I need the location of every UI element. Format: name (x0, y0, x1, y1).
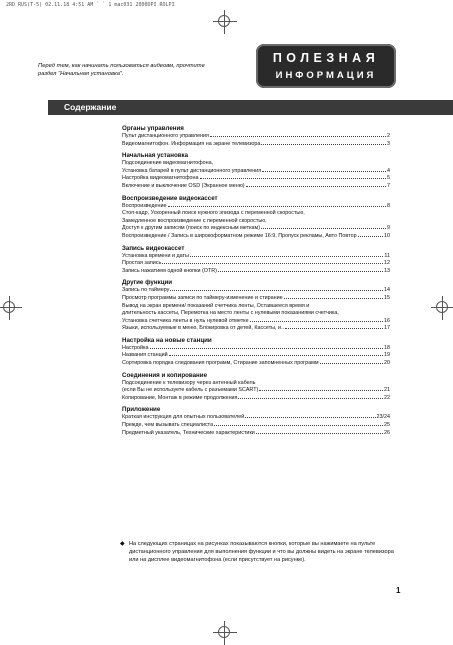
toc-entry (122, 422, 390, 430)
toc-entry-text: Воспроизведение (122, 202, 167, 209)
toc-entry-text: Краткая инструкция для опытных пользователей (122, 414, 245, 421)
toc-entry-text: Пульт дистанционного управления (122, 133, 209, 139)
toc-entry-text: Предметный указатель, Технические характеристики (122, 429, 255, 436)
contents-heading: Содержание (64, 102, 117, 112)
toc-section (122, 405, 390, 437)
toc-entry-page: 14 (384, 287, 390, 294)
toc-entry (122, 380, 390, 388)
registration-mark-top (213, 10, 237, 34)
toc-entry-page: 20 (384, 360, 390, 367)
toc-entry-page: 2 (387, 133, 390, 139)
toc-entry (122, 160, 390, 168)
toc-dot-leader (190, 256, 383, 257)
toc-dot-leader (358, 236, 383, 237)
toc-entry-text: Подсоединение к телевизору через антенный кабель (122, 379, 256, 386)
toc-entry-page: 13 (384, 267, 390, 274)
toc-entry (122, 218, 390, 226)
print-header-strip: 2RD RUS(T-5) 02.11.18 4:51 AM ` ` 1 mac031 2000DPI ROLPI (6, 2, 175, 8)
toc-entry-page: 7 (387, 182, 390, 189)
toc-section (122, 244, 390, 276)
toc-entry (122, 387, 390, 395)
toc-entry (122, 183, 390, 191)
table-of-contents (122, 124, 390, 440)
toc-entry-text: Воспроизведение / Запись в широкоформатном режиме 16:9, Пропуск рекламы, Авто Повтор (122, 232, 357, 239)
toc-entry (122, 352, 390, 360)
toc-dot-leader (200, 178, 386, 179)
toc-section-title: Другие функции (122, 279, 173, 287)
toc-section (122, 194, 390, 241)
toc-entry-text: Замедленное воспроизведение с переменной скоростью, (122, 217, 267, 224)
toc-entry-text: Включение и выключение OSD (Экранное меню) (122, 182, 245, 189)
title-banner-line1: ПОЛЕЗНАЯ (272, 51, 380, 65)
toc-entry-text: Доступ к другим записям (поиск по индексным меткам) (122, 225, 261, 232)
toc-entry-page: 26 (384, 429, 390, 436)
toc-entry-page: 15 (384, 294, 390, 301)
toc-dot-leader (256, 433, 383, 434)
toc-dot-leader (162, 263, 383, 264)
toc-entry-text: Прежде, чем вызывать специалиста (122, 422, 214, 429)
toc-entry-page: 21 (384, 387, 390, 394)
toc-entry-page: 8 (387, 202, 390, 209)
toc-entry-page: 23/24 (376, 414, 390, 421)
toc-dot-leader (150, 348, 383, 349)
toc-entry (122, 260, 390, 268)
toc-dot-leader (168, 206, 387, 207)
toc-section-title: Приложение (122, 406, 161, 414)
toc-dot-leader (246, 186, 386, 187)
toc-entry-page: 4 (387, 167, 390, 174)
toc-entry (122, 253, 390, 261)
toc-dot-leader (285, 328, 383, 329)
toc-entry-text: Установка счетчика ленты в нуль нулевой отметке (122, 317, 249, 324)
toc-entry (122, 233, 390, 241)
toc-entry (122, 225, 390, 233)
footer-note (120, 540, 395, 564)
toc-section (122, 278, 390, 333)
toc-dot-leader (238, 398, 383, 399)
toc-entry-text: Стоп-кадр, Ускоренный поиск нужного эпизода с переменной скоростью, (122, 210, 305, 217)
toc-entry-text: Простая запись (122, 260, 162, 267)
toc-dot-leader (245, 417, 375, 418)
toc-entry-page: 9 (387, 225, 390, 232)
toc-entry (122, 310, 390, 318)
toc-entry (122, 141, 390, 149)
toc-entry (122, 360, 390, 368)
toc-entry (122, 268, 390, 276)
toc-dot-leader (218, 271, 383, 272)
toc-dot-leader (250, 321, 383, 322)
bullet-diamond-icon: ◆ (120, 541, 125, 547)
toc-entry (122, 414, 390, 422)
toc-entry-text: Настройка видеомагнитофона (122, 175, 199, 182)
toc-entry-text: Запись нажатием одной кнопки (OTR) (122, 267, 217, 274)
toc-section-title: Органы управления (122, 125, 184, 132)
toc-entry (122, 210, 390, 218)
toc-entry-text: Языки, используемые в меню, Блокировка от детей, Кассеты, и.. (122, 325, 285, 332)
toc-entry (122, 133, 390, 141)
toc-dot-leader (170, 290, 383, 291)
toc-entry (122, 325, 390, 333)
toc-entry-page: 16 (384, 317, 390, 324)
toc-entry-text: Настройка (122, 344, 149, 351)
toc-entry-page: 10 (384, 232, 390, 239)
registration-mark-right (431, 296, 453, 320)
registration-mark-left (0, 296, 22, 320)
toc-section-title: Начальная установка (122, 152, 189, 160)
page-number: 1 (396, 586, 401, 595)
toc-entry-page: 25 (384, 422, 390, 429)
toc-entry-text: Сортировка порядка следования программ, Стирание запомненных программ (122, 360, 319, 367)
registration-mark-bottom (213, 621, 237, 645)
toc-entry-page: 3 (387, 140, 390, 147)
toc-entry-text: Названия станций (122, 352, 168, 359)
toc-section (122, 336, 390, 368)
toc-dot-leader (210, 136, 386, 137)
toc-dot-leader (169, 355, 383, 356)
toc-entry-page: 11 (384, 252, 390, 259)
toc-entry-text: Подсоединение видеомагнитофона, (122, 160, 214, 167)
toc-dot-leader (284, 298, 383, 299)
toc-entry (122, 295, 390, 303)
footer-note-text: На следующих страницах на рисунках показываются кнопки, которые вы нажимаете на пульте дистанционного управления для выполнения функции и что вы должны видеть на экране телевизора или на дисплее видеомагнитофона (если присутствует на рисунке). (129, 541, 394, 563)
toc-dot-leader (261, 228, 386, 229)
toc-entry-text: Вывод на экран времени/ показаний счетчика ленты, Оставшееся время и (122, 302, 310, 309)
toc-dot-leader (261, 144, 386, 145)
toc-entry-text: Запись по таймеру (122, 287, 170, 294)
toc-entry-page: 5 (387, 175, 390, 182)
toc-section (122, 371, 390, 403)
toc-entry (122, 395, 390, 403)
toc-dot-leader (214, 425, 383, 426)
toc-entry (122, 430, 390, 438)
toc-entry-text: (если Вы не используете кабель с разъемами SCART) (122, 387, 259, 394)
toc-entry-text: длительность кассеты, Перемотка на место ленты с нулевыми показаниями счетчика, (122, 310, 339, 317)
toc-section-title: Соединения и копирование (122, 371, 208, 379)
toc-section-title: Запись видеокассет (122, 244, 185, 252)
toc-entry-page: 19 (384, 352, 390, 359)
toc-section-title: Воспроизведение видеокассет (122, 194, 218, 202)
toc-entry-page: 17 (384, 325, 390, 332)
toc-entry-page: 22 (384, 394, 390, 401)
toc-entry (122, 175, 390, 183)
toc-dot-leader (262, 171, 386, 172)
toc-entry-text: Установка времени и даты (122, 252, 189, 259)
toc-entry-page: 12 (384, 260, 390, 267)
toc-section (122, 124, 390, 148)
contents-heading-bar (48, 100, 453, 115)
toc-entry-text: Копирование, Монтаж в режиме продолжения (122, 394, 238, 401)
toc-entry-text: Видеомагнитофон. Информация на экране телевизора (122, 140, 261, 147)
toc-entry-text: Установка батарей в пульт дистанционного управления (122, 167, 262, 174)
toc-dot-leader (320, 363, 383, 364)
toc-entry-text: Просмотр программы записи по таймеру-изменение и стирание (122, 294, 283, 301)
toc-dot-leader (259, 390, 383, 391)
toc-section (122, 151, 390, 190)
toc-entry-page: 18 (384, 344, 390, 351)
title-banner-line2: ИНФОРМАЦИЯ (275, 70, 377, 81)
intro-note: Перед тем, как начинать пользоваться видеовм, прочтите раздел "Начальная установка". (38, 63, 205, 77)
title-banner (256, 44, 396, 88)
toc-section-title: Настройка на новые станции (122, 336, 212, 344)
toc-entry (122, 303, 390, 311)
toc-entry (122, 287, 390, 295)
